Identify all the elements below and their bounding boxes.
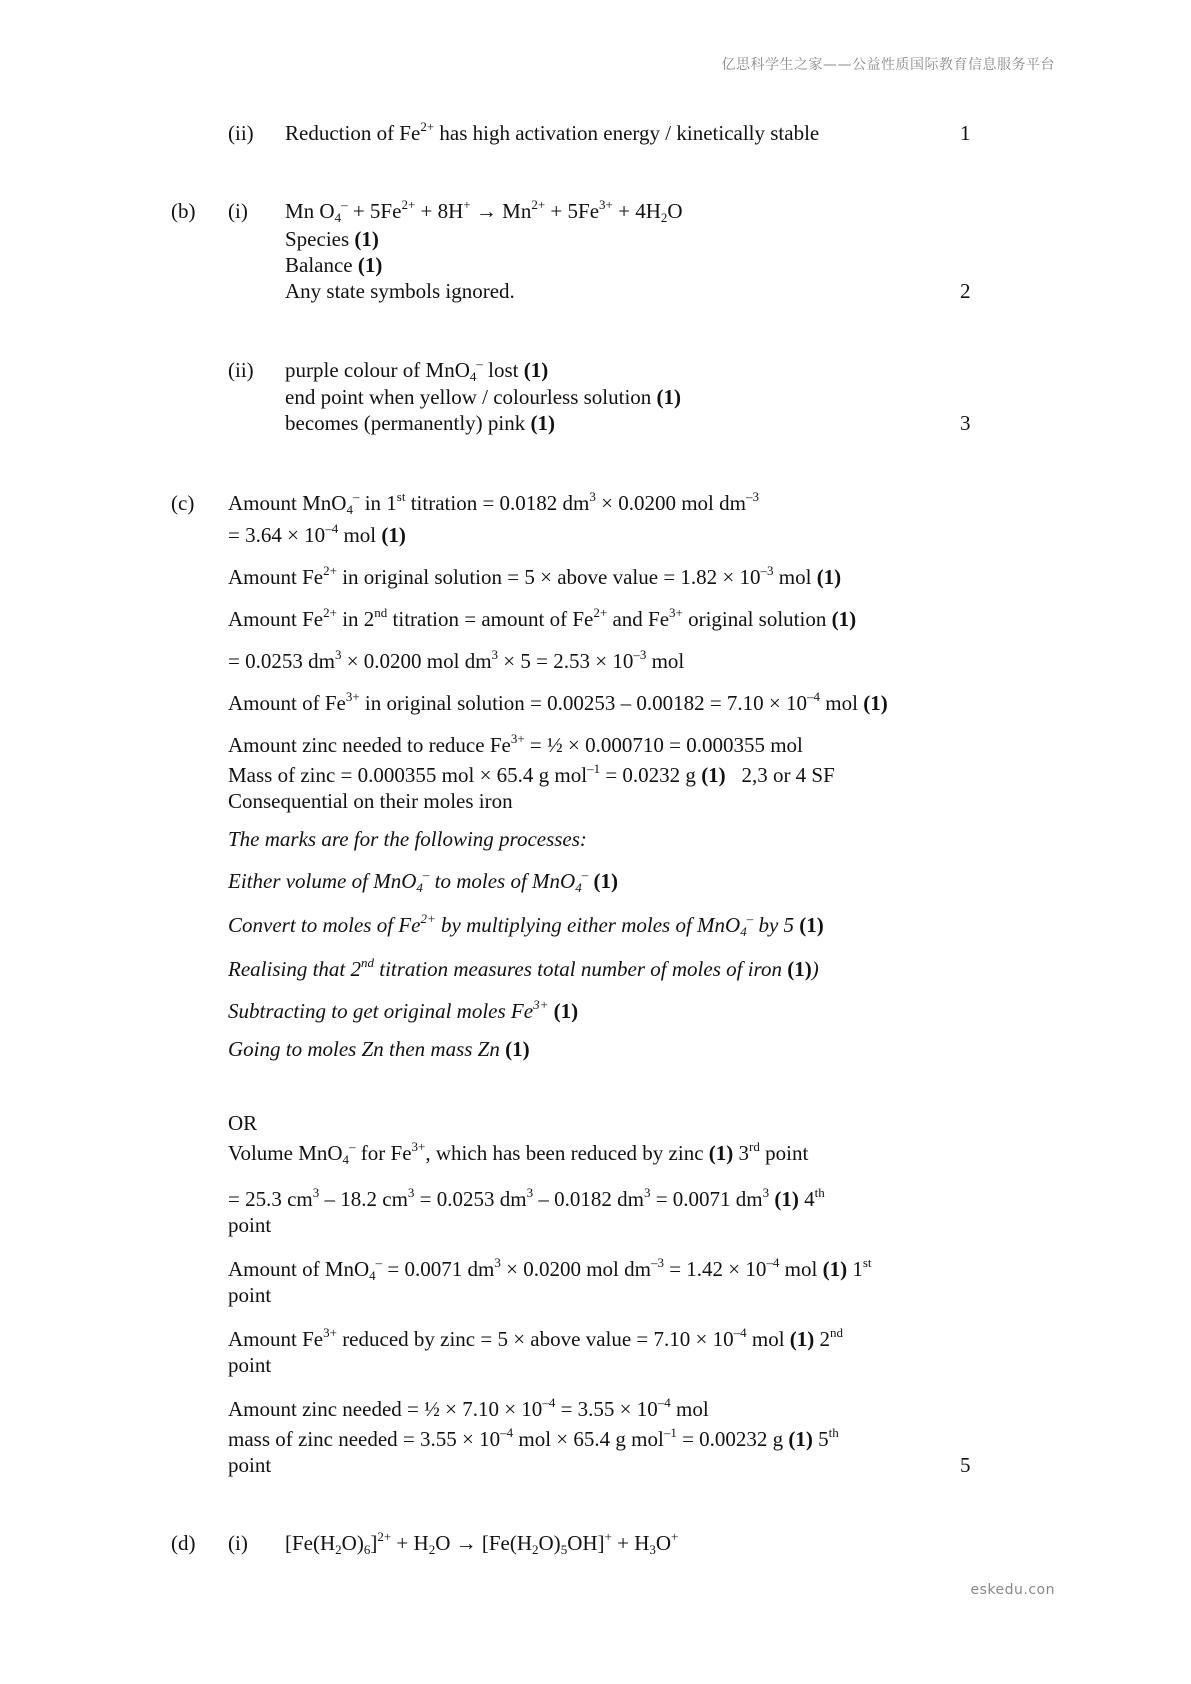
label-b-i: (i): [228, 199, 248, 223]
c-alt-line2: = 25.3 $cm^3 - 18.2$ $cm^3 = 0.0253$ $dm^3 - 0.0182$ $dm^3 = 0.0071$ $dm^3$ (1) 4th: [228, 1185, 825, 1211]
species-note: Species (1): [285, 227, 379, 251]
c-alt-line8: Amount zinc needed = ½ × $7.10 \times 10^{-4} = 3.55 \times 10^{-4}$ mol: [228, 1395, 709, 1421]
answer-b-ii-line2: end point when yellow / colourless solution (1): [285, 385, 682, 409]
c-process-2: Convert to moles of $Fe^{2+}$ by multiplying either moles of MnO$_4$– by 5 (1): [228, 911, 824, 939]
c-alt-line9: mass of zinc needed = $3.55 \times 10^{-4}$ mol × 65.4 g mol$^{-1}$ = 0.00232 g (1) 5th: [228, 1425, 839, 1451]
c-process-5: Going to moles Zn then mass Zn (1): [228, 1037, 530, 1061]
label-d: (d): [171, 1531, 196, 1555]
answer-a-ii: Reduction of $Fe^{2+}$ has high activation energy / kinetically stable: [285, 119, 820, 145]
header-watermark: 亿思科学生之家——公益性质国际教育信息服务平台: [721, 57, 1055, 73]
label-b-ii: (ii): [228, 358, 254, 382]
answer-b-ii-line3: becomes (permanently) pink (1): [285, 411, 555, 435]
c-line4: Amount $Fe^{2+}$ in 2nd titration = amount of $Fe^{2+}$ and $Fe^{3+}$ original solution (1): [228, 605, 857, 631]
mark-c: 5: [960, 1453, 971, 1477]
c-alt-line10: point: [228, 1453, 272, 1477]
c-line1: Amount MnO$_4$– in 1st titration = 0.0182 $dm^3 \times 0.0200$ mol $dm^{-3}$: [228, 489, 759, 517]
c-process-4: Subtracting to get original moles $Fe^{3+}$ (1): [228, 997, 579, 1023]
c-process-3: Realising that 2nd titration measures total number of moles of iron (1)): [228, 955, 819, 981]
c-alt-line3: point: [228, 1213, 272, 1237]
c-alt-line4: Amount of MnO$_4$– = 0.0071 $dm^3 \times 0.0200$ mol $dm^{-3} = 1.42 \times 10^{-4}$ mol (1) 1st: [228, 1255, 872, 1283]
state-symbols-note: Any state symbols ignored.: [285, 279, 515, 303]
equation-b-i: Mn $O_4^- + 5Fe^{2+} + 8H^+ \to Mn^{2+} + 5Fe^{3+} + 4H_2O$: [285, 197, 683, 225]
c-line9: Consequential on their moles iron: [228, 789, 513, 813]
c-or: OR: [228, 1111, 258, 1135]
c-alt-line5: point: [228, 1283, 272, 1307]
c-line7: Amount zinc needed to reduce $Fe^{3+}$ = ½ × 0.000710 = 0.000355 mol: [228, 731, 803, 757]
c-line5: = 0.0253 $dm^3 \times 0.0200$ mol $dm^3 \times 5 = 2.53 \times 10^{-3}$ mol: [228, 647, 685, 673]
label-d-i: (i): [228, 1531, 248, 1555]
mark-a-ii: 1: [960, 121, 971, 145]
answer-b-ii-line1: purple colour of MnO$_4$– lost (1): [285, 356, 549, 384]
c-alt-line6: Amount $Fe^{3+}$ reduced by zinc = 5 × above value = $7.10 \times 10^{-4}$ mol (1) 2nd: [228, 1325, 844, 1351]
c-line3: Amount $Fe^{2+}$ in original solution = 5 × above value = $1.82 \times 10^{-3}$ mol (1): [228, 563, 842, 589]
mark-b-ii: 3: [960, 411, 971, 435]
c-alt-line1: Volume MnO$_4$– for $Fe^{3+}$, which has been reduced by zinc (1) 3rd point: [228, 1139, 809, 1167]
c-alt-line7: point: [228, 1353, 272, 1377]
mark-b-i: 2: [960, 279, 971, 303]
c-line2: = $3.64 \times 10^{-4}$ mol (1): [228, 521, 406, 547]
c-marks-heading: The marks are for the following processes:: [228, 827, 587, 851]
c-line6: Amount of $Fe^{3+}$ in original solution = $0.00253 - 0.00182 = 7.10 \times 10^{-4}$ mol (1): [228, 689, 888, 715]
balance-note: Balance (1): [285, 253, 383, 277]
footer-site: eskedu.con: [970, 1582, 1055, 1598]
label-b: (b): [171, 199, 196, 223]
label-a-ii: (ii): [228, 121, 254, 145]
c-line8: Mass of zinc = 0.000355 mol × 65.4 g mol$^{-1}$ = 0.0232 g (1) 2,3 or 4 SF: [228, 761, 835, 787]
c-process-1: Either volume of MnO$_4$– to moles of MnO$_4$– (1): [228, 867, 618, 895]
equation-d-i: $[Fe(H_2O)_6]^{2+} + H_2O \to [Fe(H_2O)_5OH]^+ + H_3O^+$: [285, 1529, 679, 1557]
label-c: (c): [171, 491, 195, 515]
